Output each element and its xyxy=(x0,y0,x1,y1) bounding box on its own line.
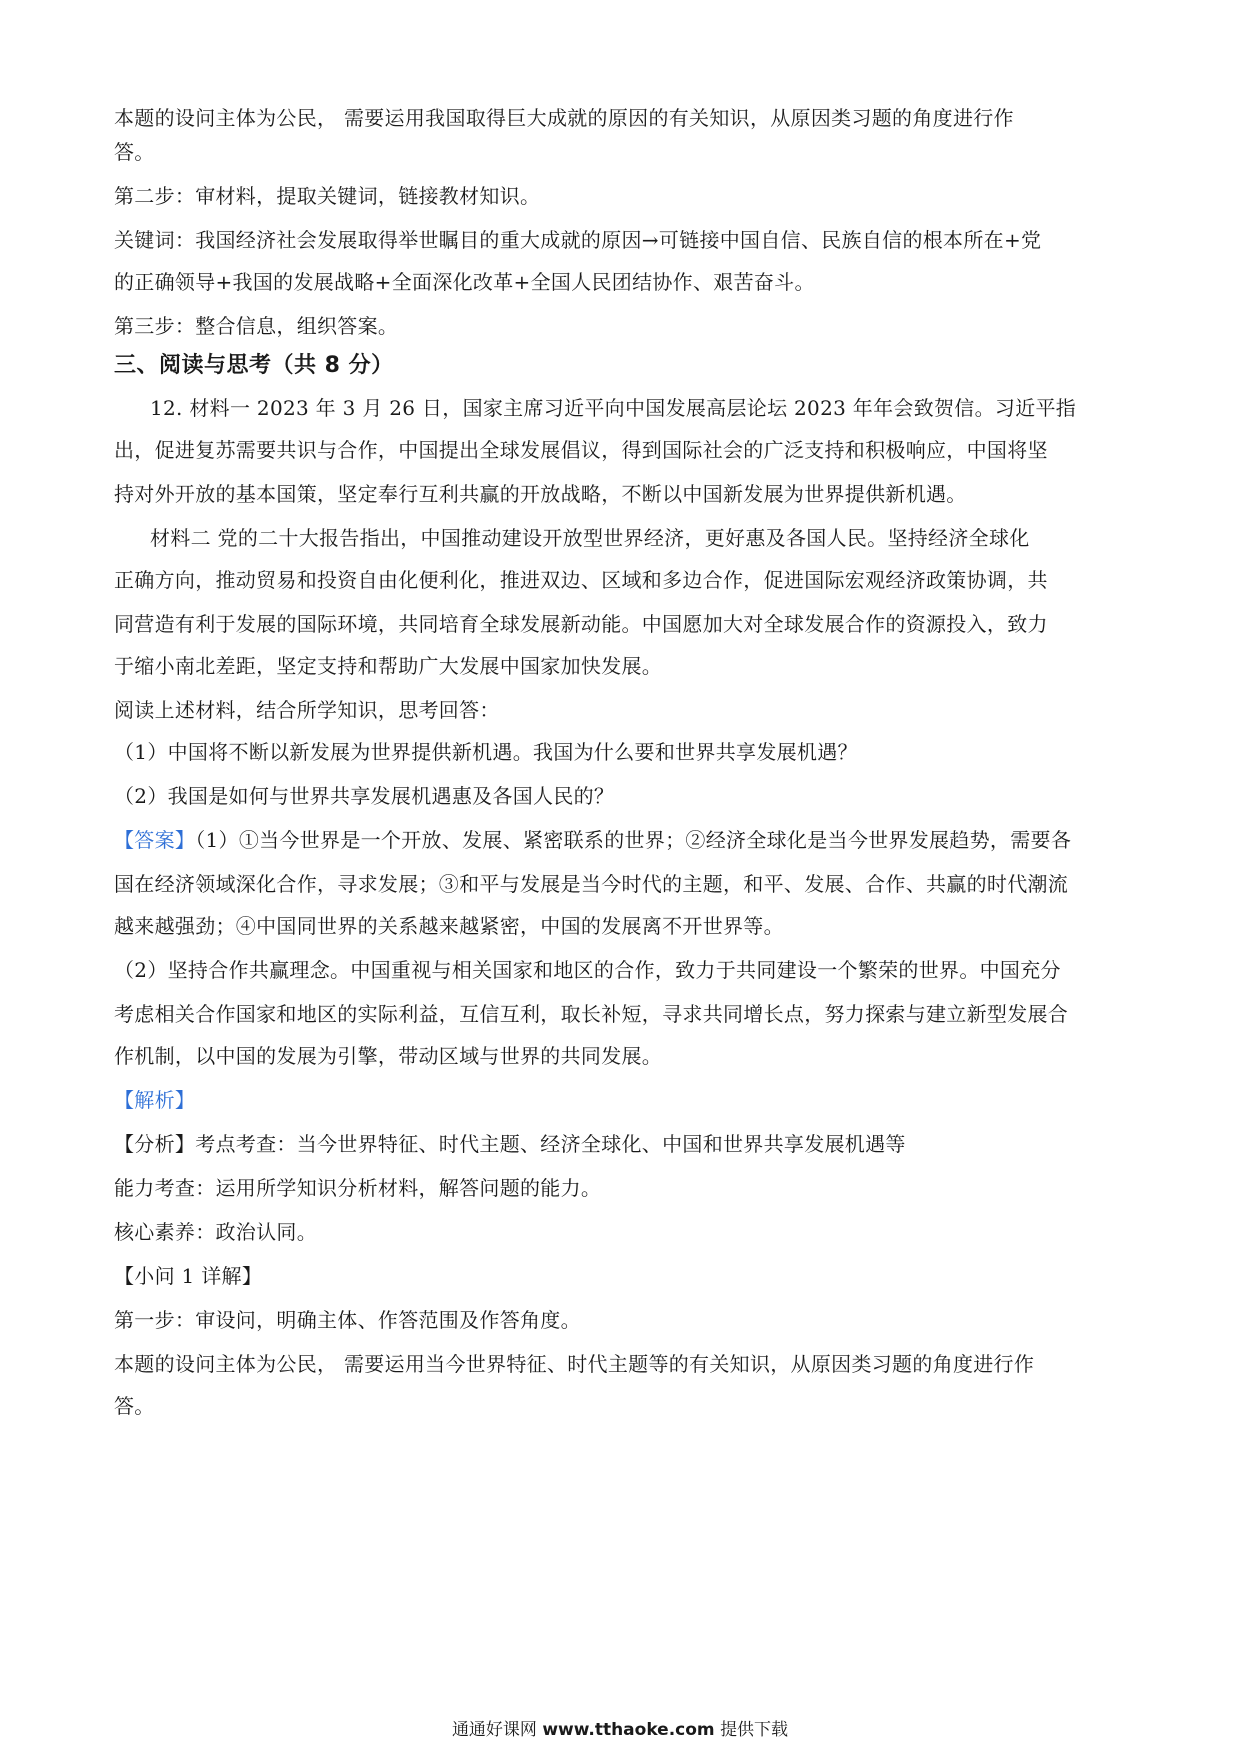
text-line: 的正确领导+我国的发展战略+全面深化改革+全国人民团结协作、艰苦奋斗。 xyxy=(114,270,815,294)
analysis-line: 本题的设问主体为公民， 需要运用当今世界特征、时代主题等的有关知识，从原因类习题的角度进行作 xyxy=(114,1352,1035,1376)
analysis-line: 答。 xyxy=(114,1394,155,1418)
answer-text: （1）①当今世界是一个开放、发展、紧密联系的世界；②经济全球化是当今世界发展趋势，需要各 xyxy=(195,828,1072,852)
footer-url[interactable]: www.tthaoke.com xyxy=(542,1720,715,1740)
text-line: 第三步：整合信息，组织答案。 xyxy=(114,314,399,338)
answer-line: 考虑相关合作国家和地区的实际利益，互信互利，取长补短，寻求共同增长点，努力探索与建立新型发展合 xyxy=(114,1002,1069,1026)
answer-tag: 【答案】 xyxy=(114,828,196,852)
analysis-tag: 【解析】 xyxy=(114,1088,196,1112)
analysis-line: 核心素养：政治认同。 xyxy=(114,1220,317,1244)
material-line: 同营造有利于发展的国际环境，共同培育全球发展新动能。中国愿加大对全球发展合作的资源投入，致力 xyxy=(114,612,1048,636)
material-line: 12. 材料一 2023 年 3 月 26 日，国家主席习近平向中国发展高层论坛 2023 年年会致贺信。习近平指 xyxy=(150,396,1077,420)
question-1: （1）中国将不断以新发展为世界提供新机遇。我国为什么要和世界共享发展机遇？ xyxy=(114,740,858,764)
answer-line: 作机制，以中国的发展为引擎，带动区域与世界的共同发展。 xyxy=(114,1044,663,1068)
text-line: 本题的设问主体为公民， 需要运用我国取得巨大成就的原因的有关知识，从原因类习题的角度进行作 xyxy=(114,106,1014,130)
text-line: 关键词：我国经济社会发展取得举世瞩目的重大成就的原因→可链接中国自信、民族自信的根本所在+党 xyxy=(114,228,1042,252)
material-line: 正确方向，推动贸易和投资自由化便利化，推进双边、区域和多边合作，促进国际宏观经济政策协调，共 xyxy=(114,568,1048,592)
answer-line xyxy=(114,826,1071,854)
material-line: 于缩小南北差距，坚定支持和帮助广大发展中国家加快发展。 xyxy=(114,654,663,678)
footer-suffix: 提供下载 xyxy=(720,1720,789,1740)
answer-line: 越来越强劲；④中国同世界的关系越来越紧密，中国的发展离不开世界等。 xyxy=(114,914,784,938)
prompt-text: 阅读上述材料，结合所学知识，思考回答： xyxy=(114,698,500,722)
analysis-line: 第一步：审设问，明确主体、作答范围及作答角度。 xyxy=(114,1308,581,1332)
section-heading: 三、阅读与思考（共 8 分） xyxy=(114,353,394,378)
material-line: 材料二 党的二十大报告指出，中国推动建设开放型世界经济，更好惠及各国人民。坚持经济全球化 xyxy=(150,526,1030,550)
analysis-line: 【小问 1 详解】 xyxy=(114,1264,263,1288)
page-footer xyxy=(0,1718,1240,1742)
answer-line: （2）坚持合作共赢理念。中国重视与相关国家和地区的合作，致力于共同建设一个繁荣的世界。中国充分 xyxy=(114,958,1061,982)
analysis-line: 【分析】考点考查：当今世界特征、时代主题、经济全球化、中国和世界共享发展机遇等 xyxy=(114,1132,906,1156)
material-line: 持对外开放的基本国策，坚定奉行互利共赢的开放战略，不断以中国新发展为世界提供新机遇。 xyxy=(114,482,967,506)
text-line: 答。 xyxy=(114,140,155,164)
question-2: （2）我国是如何与世界共享发展机遇惠及各国人民的？ xyxy=(114,784,615,808)
answer-line: 国在经济领域深化合作，寻求发展；③和平与发展是当今时代的主题，和平、发展、合作、共赢的时代潮流 xyxy=(114,872,1069,896)
footer-site: 通通好课网 xyxy=(451,1720,537,1740)
analysis-line: 能力考查：运用所学知识分析材料，解答问题的能力。 xyxy=(114,1176,602,1200)
material-line: 出，促进复苏需要共识与合作，中国提出全球发展倡议，得到国际社会的广泛支持和积极响应，中国将坚 xyxy=(114,438,1048,462)
text-line: 第二步：审材料，提取关键词，链接教材知识。 xyxy=(114,184,541,208)
